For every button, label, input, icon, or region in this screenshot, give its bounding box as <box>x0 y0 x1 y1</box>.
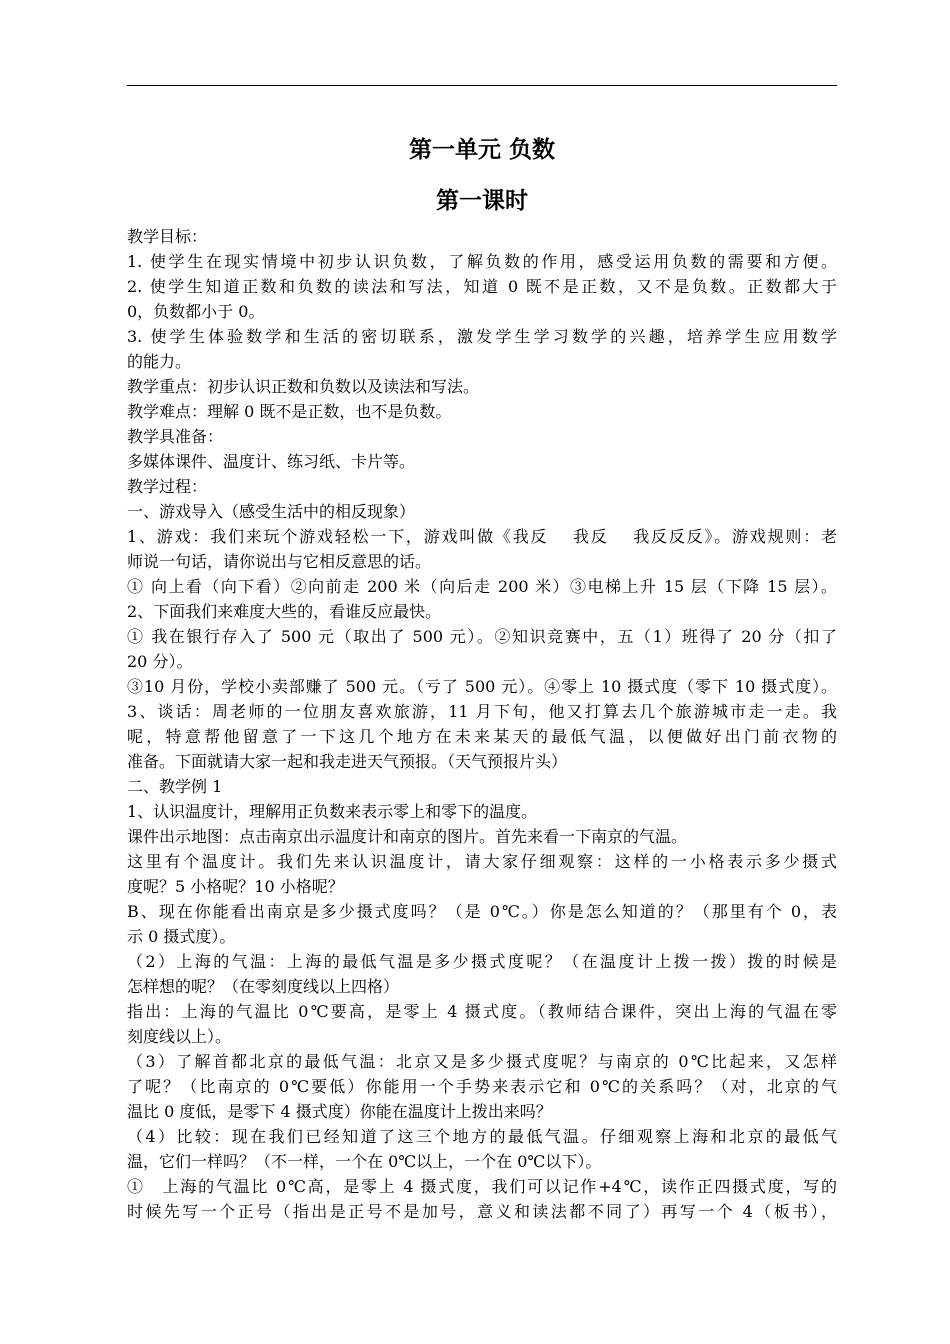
body-line: （4）比较：现在我们已经知道了这三个地方的最低气温。仔细观察上海和北京的最低气 <box>127 1127 837 1146</box>
body-line: 多媒体课件、温度计、练习纸、卡片等。 <box>127 452 416 471</box>
body-line: ① 我在银行存入了 500 元（取出了 500 元）。②知识竞赛中，五（1）班得了 20 分（扣了 <box>127 627 837 646</box>
body-line: 时候先写一个正号（指出是正号不是加号，意义和读法都不同了）再写一个 4（板书）， <box>127 1202 837 1221</box>
body-line: 3、谈话：周老师的一位朋友喜欢旅游，11 月下旬，他又打算去几个旅游城市走一走。我 <box>127 702 837 721</box>
header-rule <box>127 85 837 86</box>
lesson-title: 第一课时 <box>436 187 528 214</box>
body-line: 怎样想的呢？（在零刻度线以上四格） <box>127 977 400 996</box>
unit-title: 第一单元 负数 <box>408 136 555 163</box>
body-line: 2、下面我们来难度大些的，看谁反应最快。 <box>127 602 442 621</box>
body-line: 二、教学例 1 <box>127 777 223 796</box>
body-line: ① 向上看（向下看）②向前走 200 米（向后走 200 米）③电梯上升 15 层（下降 15 层）。 <box>127 577 837 596</box>
body-line: 的能力。 <box>127 352 192 371</box>
body-line: 3. 使学生体验数学和生活的密切联系，激发学生学习数学的兴趣，培养学生应用数学 <box>127 327 837 346</box>
body-line: 20 分）。 <box>127 652 193 671</box>
body-line: 刻度线以上）。 <box>127 1027 232 1046</box>
body-line: ③10 月份，学校小卖部赚了 500 元。（亏了 500 元）。④零上 10 摄式度（零下 10 摄式度）。 <box>127 677 837 696</box>
body-line: 教学难点：理解 0 既不是正数，也不是负数。 <box>127 402 452 421</box>
body-line: 温比 0 度低，是零下 4 摄式度）你能在温度计上拨出来吗？ <box>127 1102 552 1121</box>
body-line: 1、游戏：我们来玩个游戏轻松一下，游戏叫做《我反 我反 我反反反》。游戏规则：老 <box>127 527 837 546</box>
body-line: 准备。下面就请大家一起和我走进天气预报。（天气预报片头） <box>127 752 568 771</box>
body-line: 呢，特意帮他留意了一下这几个地方在未来某天的最低气温，以便做好出门前衣物的 <box>127 727 837 746</box>
body-line: 教学重点：初步认识正数和负数以及读法和写法。 <box>127 377 480 396</box>
body-line: B、现在你能看出南京是多少摄式度吗？（是 0℃。）你是怎么知道的？（那里有个 0，表 <box>127 902 837 921</box>
body-line: 这里有个温度计。我们先来认识温度计，请大家仔细观察：这样的一小格表示多少摄式 <box>127 852 837 871</box>
body-line: 度呢？5 小格呢？10 小格呢？ <box>127 877 344 896</box>
body-line: 一、游戏导入（感受生活中的相反现象） <box>127 502 416 521</box>
body-line: 教学具准备： <box>127 427 224 446</box>
body-line: 2. 使学生知道正数和负数的读法和写法，知道 0 既不是正数，又不是负数。正数都大于 <box>127 277 837 296</box>
body-line: （3）了解首都北京的最低气温：北京又是多少摄式度呢？与南京的 0℃比起来，又怎样 <box>127 1052 837 1071</box>
body-line: ① 上海的气温比 0℃高，是零上 4 摄式度，我们可以记作+4℃，读作正四摄式度，写的 <box>127 1177 837 1196</box>
body-line: 1、认识温度计，理解用正负数来表示零上和零下的温度。 <box>127 802 538 821</box>
body-line: 教学过程： <box>127 477 208 496</box>
body-line: 了呢？（比南京的 0℃要低）你能用一个手势来表示它和 0℃的关系吗？（对，北京的气 <box>127 1077 837 1096</box>
document-body <box>127 224 837 1224</box>
body-line: 指出：上海的气温比 0℃要高，是零上 4 摄式度。（教师结合课件，突出上海的气温在零 <box>127 1002 837 1021</box>
body-line: 温，它们一样吗？（不一样，一个在 0℃以上，一个在 0℃以下）。 <box>127 1152 602 1171</box>
body-line: 师说一句话，请你说出与它相反意思的话。 <box>127 552 432 571</box>
body-line: 1. 使学生在现实情境中初步认识负数，了解负数的作用，感受运用负数的需要和方便。 <box>127 252 837 271</box>
body-line: 课件出示地图：点击南京出示温度计和南京的图片。首先来看一下南京的气温。 <box>127 827 688 846</box>
body-line: 示 0 摄式度）。 <box>127 927 236 946</box>
body-line: （2）上海的气温：上海的最低气温是多少摄式度呢？（在温度计上拨一拨）拨的时候是 <box>127 952 837 971</box>
body-line: 0，负数都小于 0。 <box>127 302 265 321</box>
body-line: 教学目标： <box>127 227 208 246</box>
